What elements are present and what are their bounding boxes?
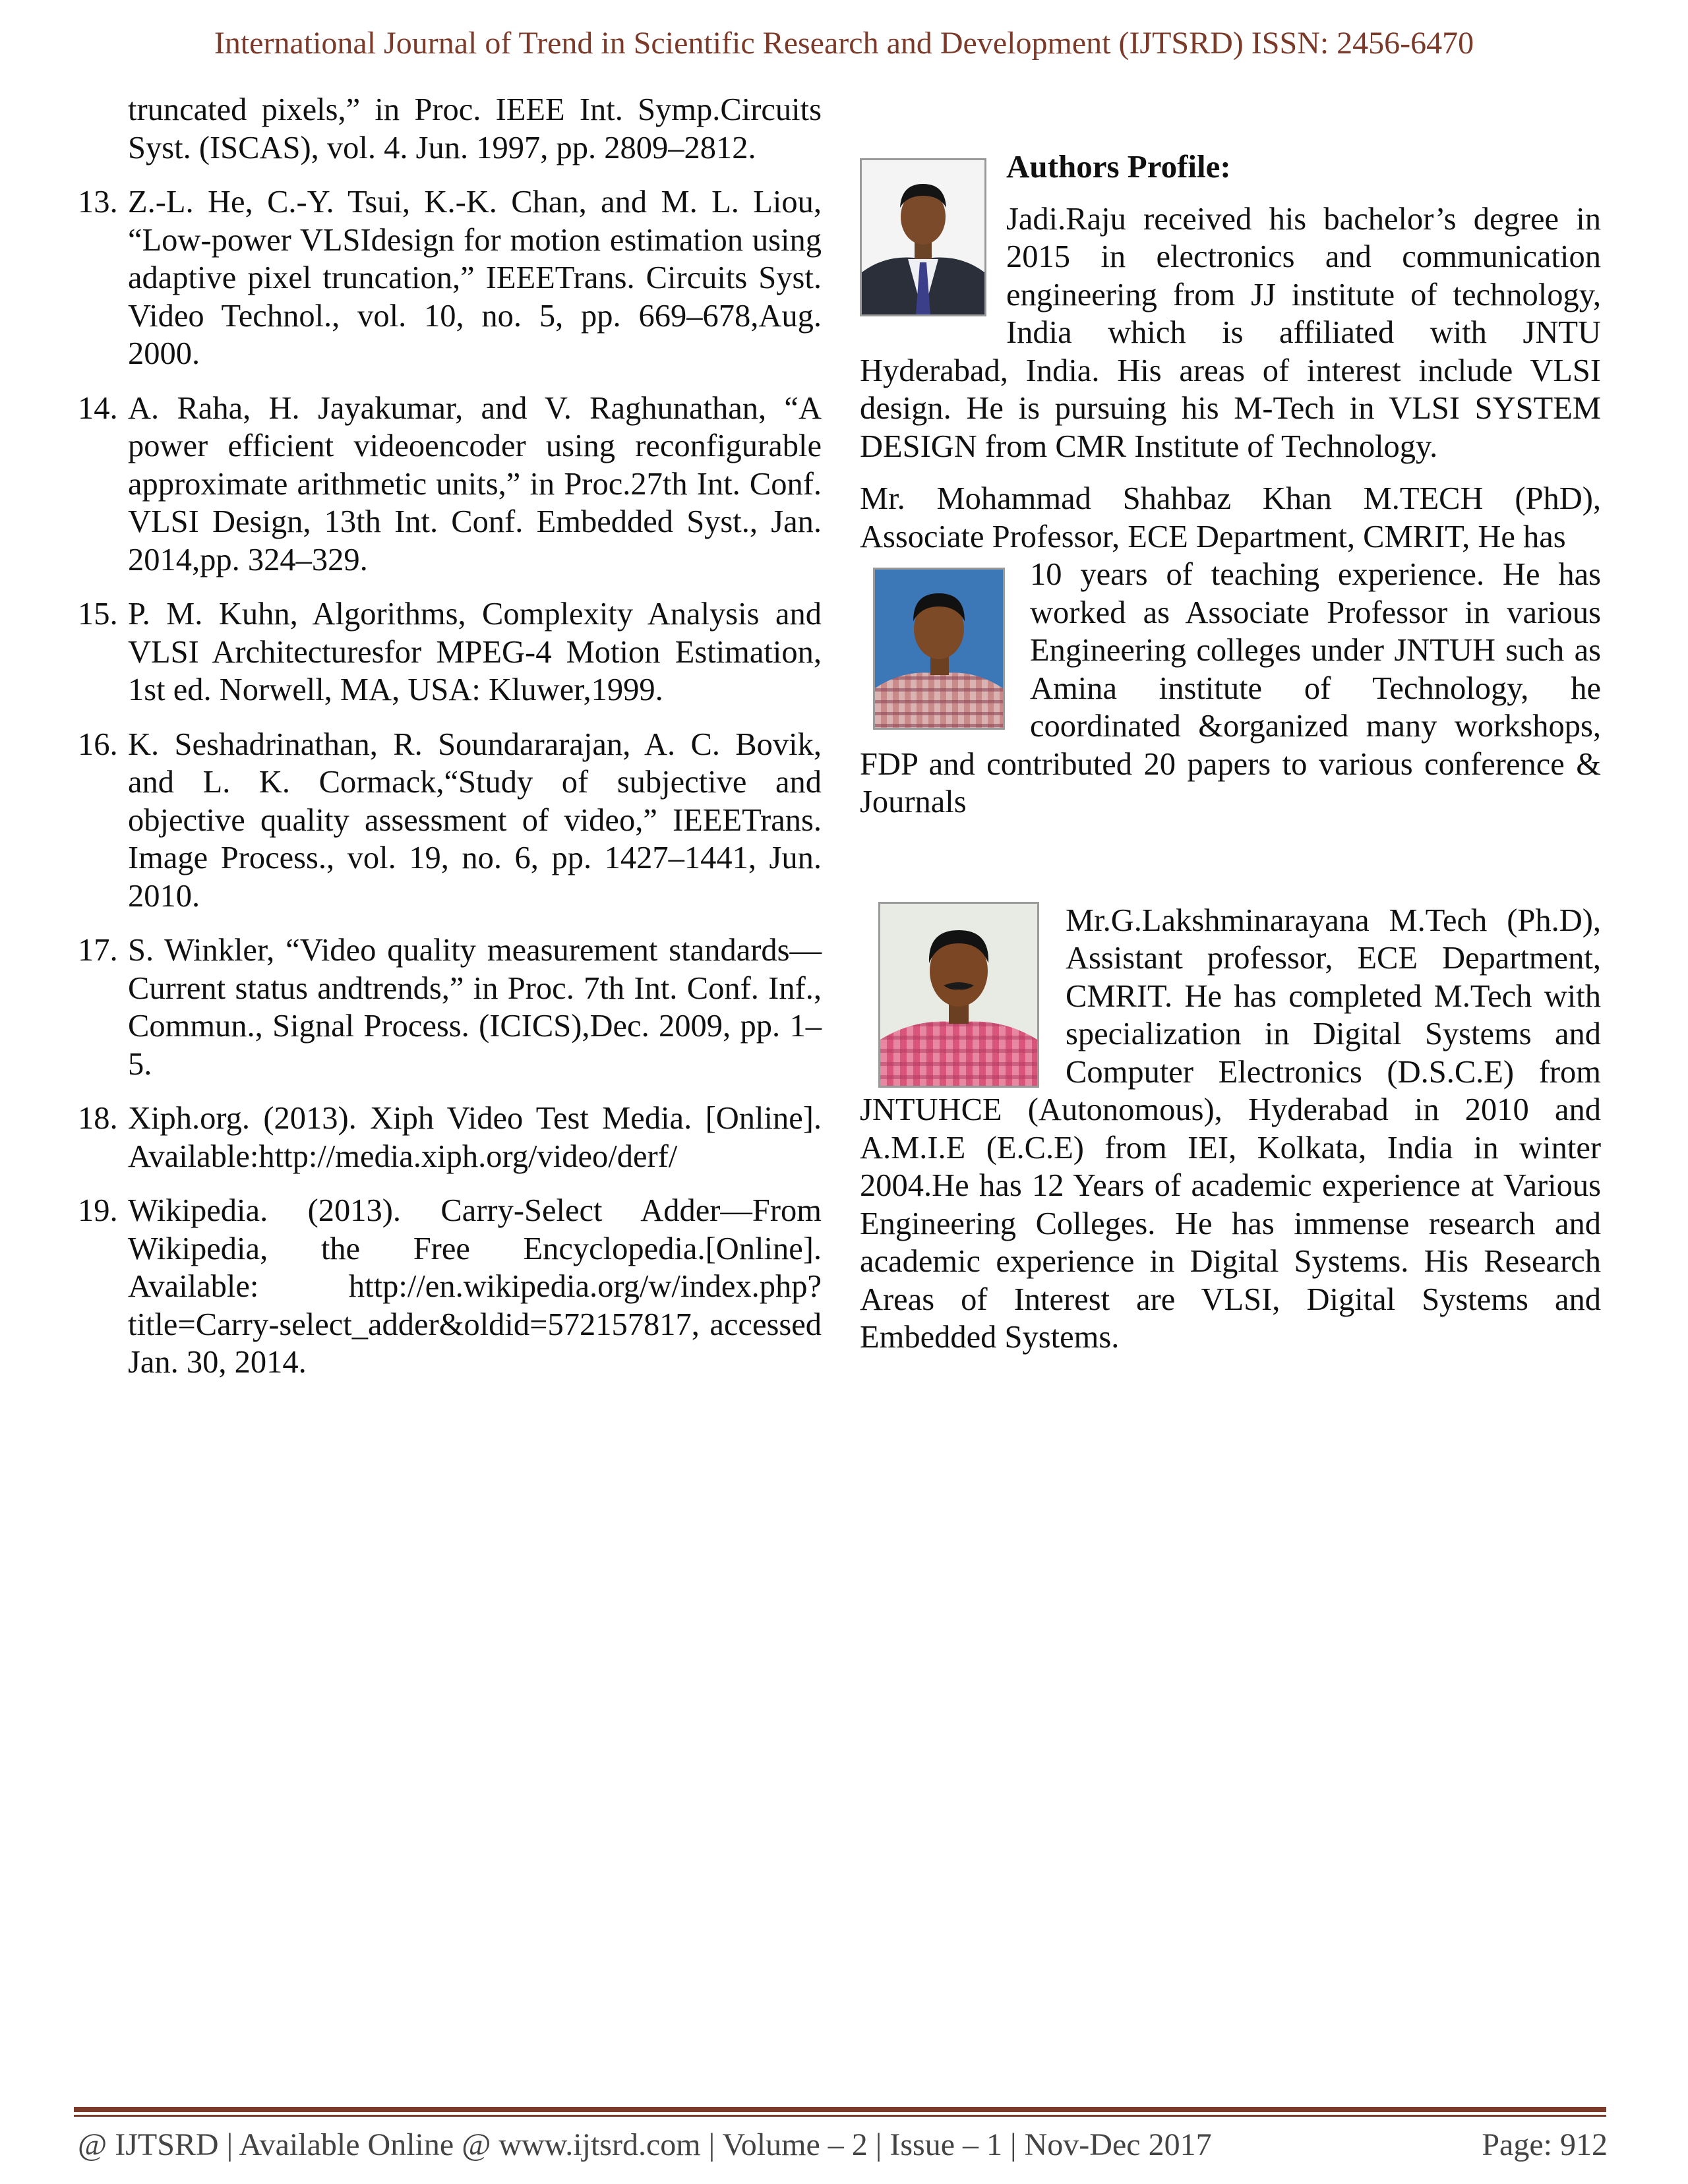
running-header: International Journal of Trend in Scientific Research and Development (IJTSRD) ISSN: 2456-6470 [214,26,1474,61]
author-bio: Mr.G.Lakshminarayana M.Tech (Ph.D), Assistant professor, ECE Department, CMRIT. He has completed M.Tech with specialization in Digital Systems and Computer Electronics (D.S.C.E) from JNTUHCE (Autonomous), Hyderabad in 2010 and A.M.I.E (E.C.E) from IEI, Kolkata, India in winter 2004.He has 12 Years of academic experience at Various Engineering Colleges. He has immense research and academic experience in Digital Systems. His Research Areas of Interest are VLSI, Digital Systems and Embedded Systems. [860,902,1601,1355]
reference-item [78,931,822,1083]
reference-text: A. Raha, H. Jayakumar, and V. Raghunathan, “A power efficient videoencoder using reconfigurable approximate arithmetic units,” in Proc.27th Int. Conf. VLSI Design, 13th Int. Conf. Embedded Syst., Jan. 2014,pp. 324–329. [128,390,822,577]
portrait-icon [880,904,1037,1086]
reference-text: Xiph.org. (2013). Xiph Video Test Media. [Online]. Available:http://media.xiph.org/video/derf/ [128,1101,822,1174]
reference-item [78,390,822,579]
reference-number: 17. [78,933,118,968]
reference-item [78,595,822,709]
page-footer [78,2127,1608,2166]
page-number: Page: 912 [1482,2127,1608,2162]
footer-rule [74,2115,1606,2117]
footer-rule [74,2107,1606,2112]
reference-item [78,1100,822,1175]
reference-number: 13. [78,185,118,220]
authors-heading: Authors Profile: [1006,148,1231,185]
references-column [78,91,822,1398]
reference-text: truncated pixels,” in Proc. IEEE Int. Symp.Circuits Syst. (ISCAS), vol. 4. Jun. 1997, pp. 2809–2812. [128,92,822,165]
reference-text: P. M. Kuhn, Algorithms, Complexity Analysis and VLSI Architecturesfor MPEG-4 Motion Estimation, 1st ed. Norwell, MA, USA: Kluwer,1999. [128,597,822,707]
reference-continuation [78,91,822,167]
reference-number: 19. [78,1193,118,1228]
reference-number: 14. [78,390,118,426]
reference-item [78,1192,822,1382]
reference-number: 16. [78,726,118,762]
reference-item [78,726,822,916]
authors-column [860,138,1601,1371]
portrait-icon [875,570,1003,728]
author-photo [873,568,1005,730]
reference-number: 15. [78,597,118,632]
reference-text: K. Seshadrinathan, R. Soundararajan, A. C. Bovik, and L. K. Cormack,“Study of subjective and objective quality assessment of video,” IEEETrans. Image Process., vol. 19, no. 6, pp. 1427–1441, Jun. 2010. [128,726,822,914]
author-intro: Mr. Mohammad Shahbaz Khan M.TECH (PhD), Associate Professor, ECE Department, CMRIT, He has [860,481,1601,554]
reference-item [78,183,822,373]
footer-info: @ IJTSRD | Available Online @ www.ijtsrd.com | Volume – 2 | Issue – 1 | Nov-Dec 2017 [78,2127,1212,2162]
author-photo [860,158,986,316]
author-bio: 10 years of teaching experience. He has worked as Associate Professor in various Engineering colleges under JNTUH such as Amina institute of Technology, he coordinated &organized many workshops, FDP and contributed 20 papers to various conference & Journals [860,557,1601,819]
author-bio: Jadi.Raju received his bachelor’s degree in 2015 in electronics and communication engineering from JJ institute of technology, India which is affiliated with JNTU Hyderabad, India. His areas of interest include VLSI design. He is pursuing his M-Tech in VLSI SYSTEM DESIGN from CMR Institute of Technology. [860,201,1601,464]
author-photo [878,902,1039,1088]
reference-number: 18. [78,1101,118,1136]
reference-text: S. Winkler, “Video quality measurement standards—Current status andtrends,” in Proc. 7th Int. Conf. Inf., Commun., Signal Process. (ICICS),Dec. 2009, pp. 1–5. [128,933,822,1082]
reference-text: Wikipedia. (2013). Carry-Select Adder—From Wikipedia, the Free Encyclopedia.[Online]. Available: http://en.wikipedia.org/w/index.php?title=Carry-select_adder&oldid=572157817, accessed Jan. 30, 2014. [128,1193,822,1380]
portrait-icon [862,160,984,314]
reference-text: Z.-L. He, C.-Y. Tsui, K.-K. Chan, and M. L. Liou, “Low-power VLSIdesign for motion estimation using adaptive pixel truncation,” IEEETrans. Circuits Syst. Video Technol., vol. 10, no. 5, pp. 669–678,Aug. 2000. [128,185,822,371]
